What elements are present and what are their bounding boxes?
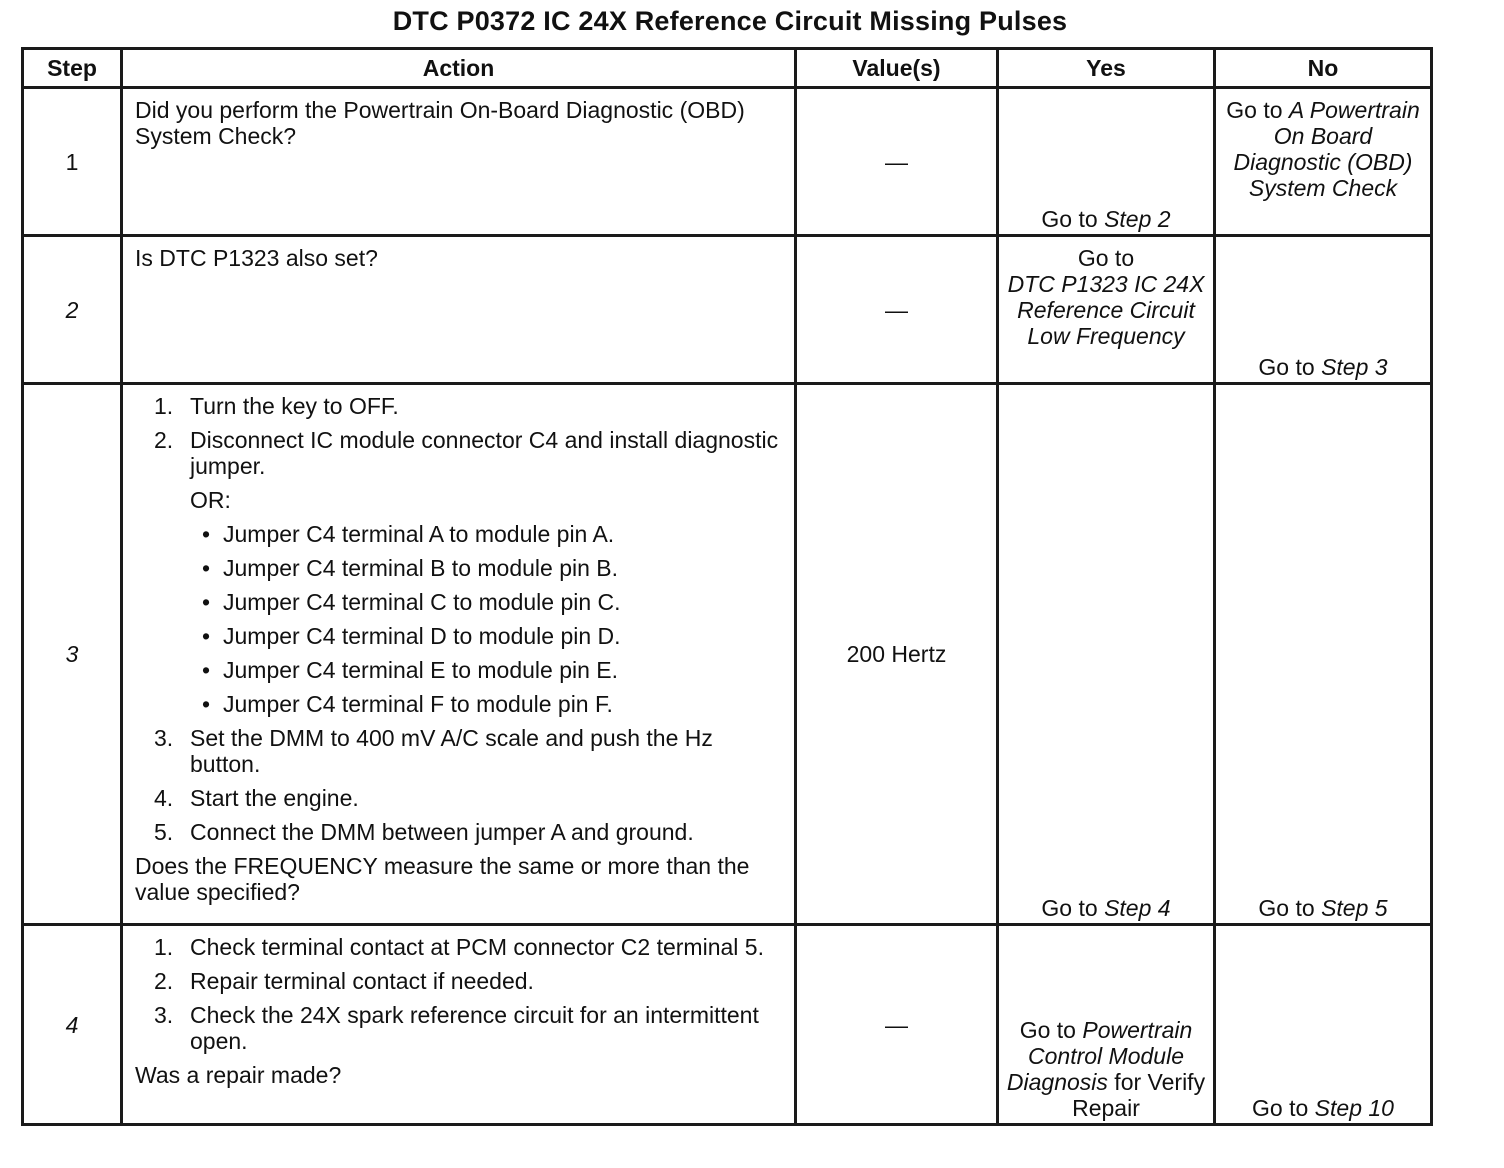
list-item: • Jumper C4 terminal B to module pin B. xyxy=(190,555,782,581)
jumper-list xyxy=(190,521,782,717)
yes-link[interactable]: DTC P1323 IC 24X Reference Circuit Low Frequency xyxy=(1007,271,1205,349)
action-question: Did you perform the Powertrain On-Board Diagnostic (OBD) System Check? xyxy=(135,97,745,149)
header-action: Action xyxy=(122,49,796,88)
yes-prefix: Go to xyxy=(1077,245,1135,271)
step-index: 5. xyxy=(154,819,174,845)
no-link[interactable]: Step 10 xyxy=(1314,1095,1394,1121)
header-values: Value(s) xyxy=(796,49,998,88)
step-text: Turn the key to OFF. xyxy=(190,393,399,419)
header-step: Step xyxy=(23,49,122,88)
step-index: 1. xyxy=(154,934,174,960)
action-steps xyxy=(135,393,782,845)
no-cell xyxy=(1215,925,1432,1125)
action-step xyxy=(135,934,782,960)
table-row xyxy=(23,88,1432,236)
step-text: Check the 24X spark reference circuit for an intermittent open. xyxy=(190,1002,759,1054)
step-index: 2. xyxy=(154,968,174,994)
action-steps xyxy=(135,934,782,1054)
no-link[interactable]: Step 3 xyxy=(1321,354,1388,380)
action-step xyxy=(135,1002,782,1054)
yes-prefix: Go to xyxy=(1019,1017,1083,1043)
list-item: • Jumper C4 terminal F to module pin F. xyxy=(190,691,782,717)
step-index: 2. xyxy=(154,427,174,453)
yes-link[interactable]: Powertrain Control Module Diagnosis xyxy=(1006,1017,1193,1095)
yes-cell xyxy=(998,236,1215,384)
no-link[interactable]: A Powertrain On Board Diagnostic (OBD) System Check xyxy=(1233,97,1420,201)
yes-link[interactable]: Step 2 xyxy=(1104,206,1171,232)
step-text: Connect the DMM between jumper A and ground. xyxy=(190,819,694,845)
table-row xyxy=(23,384,1432,925)
list-item: • Jumper C4 terminal E to module pin E. xyxy=(190,657,782,683)
step-index: 3. xyxy=(154,1002,174,1028)
list-item: • Jumper C4 terminal D to module pin D. xyxy=(190,623,782,649)
step-index: 1. xyxy=(154,393,174,419)
list-item: • Jumper C4 terminal C to module pin C. xyxy=(190,589,782,615)
no-prefix: Go to xyxy=(1226,97,1289,123)
yes-cell xyxy=(998,925,1215,1125)
action-question: Is DTC P1323 also set? xyxy=(135,245,378,271)
action-step xyxy=(135,427,782,717)
step-text: Disconnect IC module connector C4 and install diagnostic jumper. xyxy=(190,427,779,479)
table-row xyxy=(23,925,1432,1125)
step-text: Repair terminal contact if needed. xyxy=(190,968,534,994)
action-question: Was a repair made? xyxy=(135,1062,342,1088)
no-cell xyxy=(1215,384,1432,925)
header-no: No xyxy=(1215,49,1432,88)
action-step xyxy=(135,725,782,777)
value-cell: — xyxy=(796,925,998,1125)
diagnostic-table xyxy=(21,47,1433,1126)
action-step xyxy=(135,393,782,419)
step-text: Set the DMM to 400 mV A/C scale and push the Hz button. xyxy=(190,725,713,777)
step-text: Check terminal contact at PCM connector C2 terminal 5. xyxy=(190,934,764,960)
yes-link[interactable]: Step 4 xyxy=(1104,895,1171,921)
or-label: OR: xyxy=(190,487,231,513)
action-cell xyxy=(122,88,796,236)
step-number: 3 xyxy=(23,384,122,925)
step-number: 2 xyxy=(23,236,122,384)
action-cell xyxy=(122,236,796,384)
yes-cell xyxy=(998,384,1215,925)
value-cell: 200 Hertz xyxy=(796,384,998,925)
action-question: Does the FREQUENCY measure the same or more than the value specified? xyxy=(135,853,750,905)
no-link[interactable]: Step 5 xyxy=(1321,895,1388,921)
no-prefix: Go to xyxy=(1252,1095,1315,1121)
action-step xyxy=(135,785,782,811)
yes-prefix: Go to xyxy=(1041,895,1105,921)
yes-prefix: Go to xyxy=(1041,206,1105,232)
action-step xyxy=(135,819,782,845)
no-prefix: Go to xyxy=(1258,354,1322,380)
step-number: 4 xyxy=(23,925,122,1125)
yes-cell xyxy=(998,88,1215,236)
yes-suffix: for Verify Repair xyxy=(1072,1069,1206,1121)
no-cell xyxy=(1215,88,1432,236)
header-yes: Yes xyxy=(998,49,1215,88)
step-index: 4. xyxy=(154,785,174,811)
action-cell xyxy=(122,925,796,1125)
step-text: Start the engine. xyxy=(190,785,359,811)
table-header-row xyxy=(23,49,1432,88)
no-cell xyxy=(1215,236,1432,384)
table-row xyxy=(23,236,1432,384)
value-cell: — xyxy=(796,88,998,236)
list-item: • Jumper C4 terminal A to module pin A. xyxy=(190,521,782,547)
step-index: 3. xyxy=(154,725,174,751)
document-title: DTC P0372 IC 24X Reference Circuit Missing Pulses xyxy=(392,6,1068,36)
action-step xyxy=(135,968,782,994)
action-cell xyxy=(122,384,796,925)
no-prefix: Go to xyxy=(1258,895,1322,921)
step-number: 1 xyxy=(23,88,122,236)
value-cell: — xyxy=(796,236,998,384)
